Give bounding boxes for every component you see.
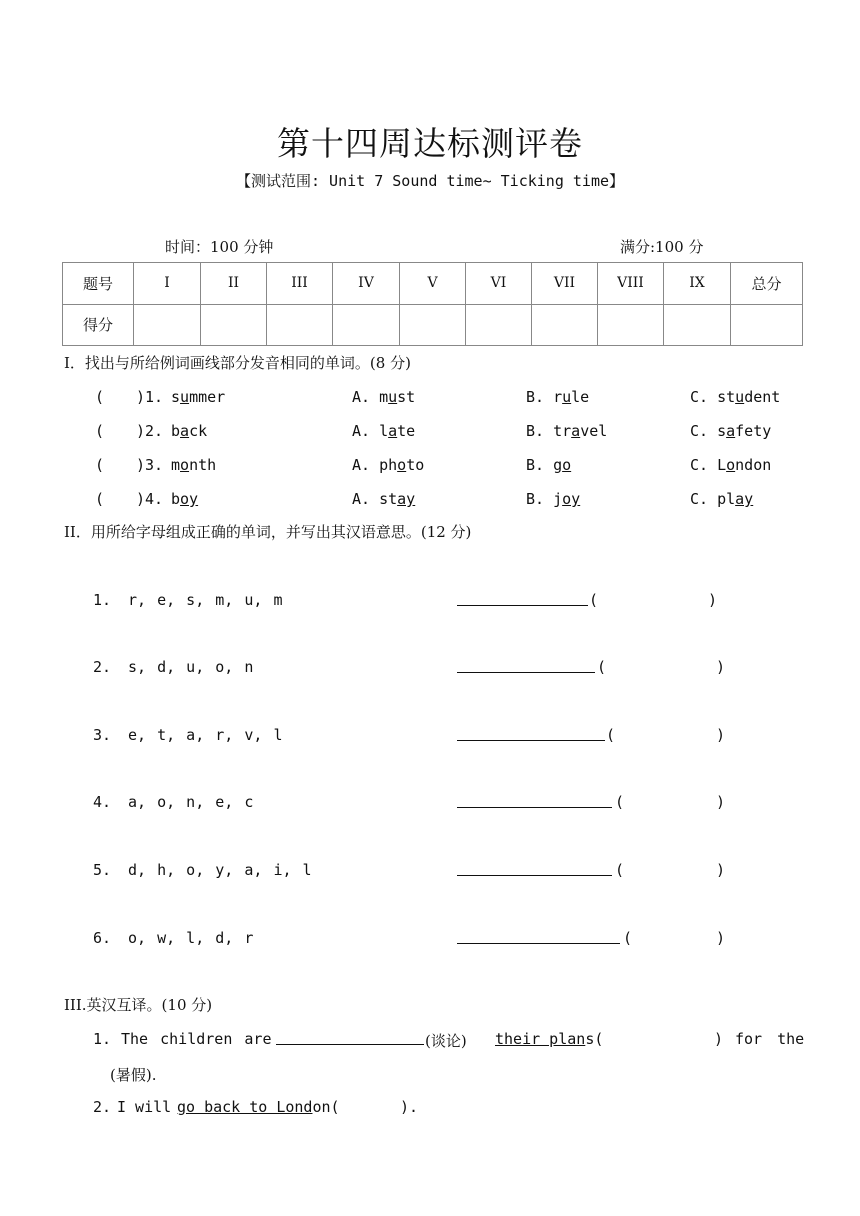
word-underlined-part: a [180, 422, 190, 440]
s2-q3-letters: e, t, a, r, v, l [128, 726, 283, 744]
s1-q1-option-c[interactable] [690, 388, 780, 406]
s2-q6-number: 6. [93, 929, 112, 947]
option-letter: A. [352, 456, 371, 474]
score-cell[interactable] [466, 304, 532, 346]
s1-q2-example-word [171, 422, 207, 440]
header-cell-8: VIII [598, 263, 664, 305]
option-letter: B. [526, 388, 545, 406]
s1-q1-example-word [171, 388, 225, 406]
option-word-part: fety [735, 422, 772, 440]
option-underlined-part: ay [397, 490, 416, 508]
option-letter: A. [352, 422, 371, 440]
s2-q6-letters: o, w, l, d, r [128, 929, 254, 947]
s2-q6-open-paren: ( [623, 929, 633, 947]
s1-q2-option-a[interactable] [352, 422, 415, 440]
s3-q2-underlined: go back to Lond [177, 1098, 313, 1116]
s1-q1-number: )1. [136, 388, 164, 406]
option-letter: A. [352, 388, 371, 406]
word-part: m [171, 456, 181, 474]
s1-q4-option-a[interactable] [352, 490, 415, 508]
s2-q3-word-blank[interactable] [457, 726, 605, 745]
option-underlined-part: ay [735, 490, 754, 508]
s3-q2-after-underline: on( [312, 1098, 340, 1116]
option-underlined-part: u [388, 388, 398, 406]
s2-q5-open-paren: ( [615, 861, 625, 879]
word-part: b [171, 422, 181, 440]
s2-q5-word-blank[interactable] [457, 861, 612, 880]
word-part: b [171, 490, 181, 508]
s2-q5-close-paren: ) [716, 861, 726, 879]
option-word-part: g [553, 456, 563, 474]
s2-q5-letters: d, h, o, y, a, i, l [128, 861, 312, 879]
option-letter: B. [526, 422, 545, 440]
option-underlined-part: o [562, 456, 572, 474]
full-score: 满分:100 分 [620, 238, 704, 256]
s2-q3-open-paren: ( [606, 726, 616, 744]
header-cell-9: IX [664, 263, 731, 305]
score-table-header-row [63, 263, 803, 305]
s3-q1-lead: The children are [121, 1030, 272, 1048]
s3-q2-phrase [177, 1098, 340, 1116]
score-table-score-row [63, 304, 803, 346]
option-letter: C. [690, 388, 709, 406]
s1-q1-option-a[interactable] [352, 388, 415, 406]
score-cell[interactable] [333, 304, 400, 346]
s3-q2-close-paren: ). [400, 1098, 419, 1116]
word-part: mmer [189, 388, 226, 406]
option-word-part: s [717, 422, 727, 440]
word-underlined-part: oy [180, 490, 199, 508]
s1-q4-option-b[interactable] [526, 490, 580, 508]
score-cell[interactable] [532, 304, 598, 346]
option-word-part: dent [744, 388, 781, 406]
s1-q3-answer-slot[interactable] [108, 454, 134, 474]
score-cell[interactable] [598, 304, 664, 346]
s2-q2-word-blank[interactable] [457, 658, 595, 677]
s2-q3-number: 3. [93, 726, 112, 744]
s1-q2-number: )2. [136, 422, 164, 440]
option-underlined-part: a [726, 422, 736, 440]
option-underlined-part: oy [562, 490, 581, 508]
s2-q1-letters: r, e, s, m, u, m [128, 591, 283, 609]
option-underlined-part: u [562, 388, 572, 406]
s2-q1-word-blank[interactable] [457, 591, 588, 610]
s3-q1-underlined: their plan [495, 1030, 586, 1048]
option-letter: C. [690, 422, 709, 440]
s1-q2-option-c[interactable] [690, 422, 771, 440]
option-word-part: pl [717, 490, 736, 508]
option-underlined-part: o [397, 456, 407, 474]
score-cell[interactable] [400, 304, 466, 346]
time-limit: 时间：100 分钟 [165, 238, 274, 256]
option-word-part: st [717, 388, 736, 406]
s2-q5-number: 5. [93, 861, 112, 879]
s2-q4-number: 4. [93, 793, 112, 811]
header-cell-number: 题号 [63, 263, 134, 305]
s2-q2-meaning-slot[interactable] [609, 656, 714, 676]
option-letter: C. [690, 490, 709, 508]
page-title: 第十四周达标测评卷 [277, 124, 583, 163]
score-cell[interactable] [201, 304, 267, 346]
test-scope: 【测试范围: Unit 7 Sound time~ Ticking time】 [235, 172, 625, 190]
s2-q1-number: 1. [93, 591, 112, 609]
s1-q3-option-b[interactable] [526, 456, 571, 474]
s2-q1-close-paren: ) [708, 591, 718, 609]
s2-q6-close-paren: ) [716, 929, 726, 947]
option-word-part: te [397, 422, 416, 440]
s1-q4-example-word [171, 490, 198, 508]
s3-q1-line2: (暑假). [110, 1066, 157, 1084]
s1-q3-option-a[interactable] [352, 456, 424, 474]
option-word-part: m [379, 388, 389, 406]
s3-q1-answer-blank[interactable] [276, 1030, 424, 1049]
word-underlined-part: o [180, 456, 190, 474]
s2-q4-open-paren: ( [615, 793, 625, 811]
s3-q1-after-underline: s( [585, 1030, 604, 1048]
score-table [62, 262, 803, 346]
option-word-part: to [406, 456, 425, 474]
word-underlined-part: u [180, 388, 190, 406]
s1-q4-answer-slot[interactable] [108, 488, 134, 508]
header-cell-4: IV [333, 263, 400, 305]
option-word-part: le [571, 388, 590, 406]
s2-q2-letters: s, d, u, o, n [128, 658, 254, 676]
option-word-part: l [379, 422, 389, 440]
s2-q1-meaning-slot[interactable] [601, 589, 706, 609]
option-word-part: tr [553, 422, 572, 440]
s1-q3-example-word [171, 456, 216, 474]
s2-q6-meaning-slot[interactable] [635, 927, 714, 947]
option-letter: B. [526, 456, 545, 474]
header-cell-2: II [201, 263, 267, 305]
s2-q6-word-blank[interactable] [457, 929, 620, 948]
s2-q4-meaning-slot[interactable] [627, 791, 714, 811]
s2-q4-word-blank[interactable] [457, 793, 612, 812]
section-3-heading: III.英汉互译。(10 分) [64, 996, 213, 1014]
s1-q1-open-paren: ( [95, 388, 105, 406]
word-part: ck [189, 422, 208, 440]
header-cell-total: 总分 [731, 263, 803, 305]
option-letter: C. [690, 456, 709, 474]
s1-q2-answer-slot[interactable] [108, 420, 134, 440]
s3-q1-number: 1. [93, 1030, 112, 1048]
s3-q2-lead: I will [117, 1098, 172, 1116]
s3-q1-hint: (谈论) [425, 1032, 467, 1050]
s2-q3-meaning-slot[interactable] [618, 724, 714, 744]
option-letter: A. [352, 490, 371, 508]
option-word-part: st [379, 490, 398, 508]
s2-q4-letters: a, o, n, e, c [128, 793, 254, 811]
header-cell-6: VI [466, 263, 532, 305]
word-part: s [171, 388, 181, 406]
section-1-heading: I．找出与所给例词画线部分发音相同的单词。(8 分) [64, 354, 411, 372]
s1-q2-open-paren: ( [95, 422, 105, 440]
header-cell-7: VII [532, 263, 598, 305]
option-underlined-part: a [571, 422, 581, 440]
s2-q2-number: 2. [93, 658, 112, 676]
s3-q1-tail: for the [735, 1030, 805, 1048]
s3-q1-phrase [495, 1030, 603, 1048]
s3-q1-close-paren: ) [714, 1030, 724, 1048]
section-2-heading: II．用所给字母组成正确的单词，并写出其汉语意思。(12 分) [64, 523, 472, 541]
s1-q1-answer-slot[interactable] [108, 386, 134, 406]
s2-q1-open-paren: ( [589, 591, 599, 609]
option-word-part: ph [379, 456, 398, 474]
s2-q3-close-paren: ) [716, 726, 726, 744]
s1-q3-option-c[interactable] [690, 456, 771, 474]
option-underlined-part: o [726, 456, 736, 474]
score-cell[interactable] [664, 304, 731, 346]
s1-q2-option-b[interactable] [526, 422, 607, 440]
s1-q4-open-paren: ( [95, 490, 105, 508]
score-cell[interactable] [267, 304, 333, 346]
option-word-part: vel [580, 422, 608, 440]
header-cell-1: I [134, 263, 201, 305]
option-letter: B. [526, 490, 545, 508]
header-cell-3: III [267, 263, 333, 305]
option-word-part: j [553, 490, 563, 508]
word-part: nth [189, 456, 217, 474]
s1-q3-open-paren: ( [95, 456, 105, 474]
score-cell[interactable] [134, 304, 201, 346]
s2-q5-meaning-slot[interactable] [627, 859, 714, 879]
header-cell-5: V [400, 263, 466, 305]
option-word-part: ndon [735, 456, 772, 474]
option-word-part: st [397, 388, 416, 406]
s1-q3-number: )3. [136, 456, 164, 474]
option-underlined-part: u [735, 388, 745, 406]
score-row-label: 得分 [63, 304, 134, 346]
s2-q2-open-paren: ( [597, 658, 607, 676]
s1-q4-option-c[interactable] [690, 490, 753, 508]
s2-q2-close-paren: ) [716, 658, 726, 676]
option-word-part: r [553, 388, 563, 406]
s3-q2-number: 2. [93, 1098, 112, 1116]
s1-q4-number: )4. [136, 490, 164, 508]
s2-q4-close-paren: ) [716, 793, 726, 811]
option-underlined-part: a [388, 422, 398, 440]
score-cell[interactable] [731, 304, 803, 346]
option-word-part: L [717, 456, 727, 474]
s1-q1-option-b[interactable] [526, 388, 589, 406]
